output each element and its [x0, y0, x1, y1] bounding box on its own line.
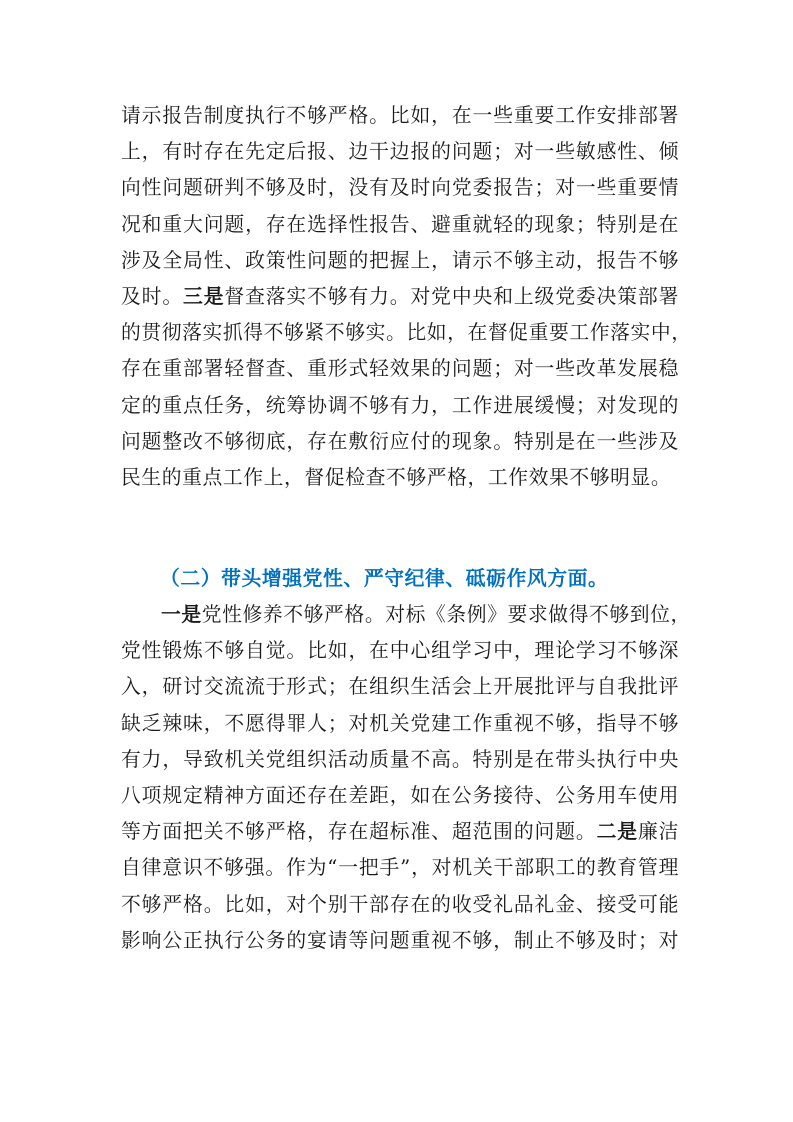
- text-run: 党性修养不够严格。对标《条例》要求做得不够到位，: [201, 603, 691, 626]
- text-line: 影响公正执行公务的宴请等问题重视不够，制止不够及时；对: [121, 928, 679, 952]
- text-line: 向性问题研判不够及时，没有及时向党委报告；对一些重要情: [121, 176, 679, 200]
- text-line: 问题整改不够彻底，存在敷衍应付的现象。特别是在一些涉及: [121, 429, 679, 453]
- paragraph-2: [121, 597, 691, 959]
- text-line: 不够严格。比如，对个别干部存在的收受礼品礼金、接受可能: [121, 892, 679, 916]
- emphasis-label: 一是: [161, 603, 202, 626]
- text-run: 督查落实不够有力。对党中央和上级党委决策部署: [224, 284, 679, 308]
- paragraph-1: [121, 98, 692, 496]
- text-line: 民生的重点工作上，督促检查不够严格，工作效果不够明显。: [121, 465, 672, 489]
- text-line: 入，研讨交流流于形式；在组织生活会上开展批评与自我批评: [121, 675, 679, 699]
- text-line: 党性锻炼不够自觉。比如，在中心组学习中，理论学习不够深: [121, 639, 679, 663]
- emphasis-label: 三是: [183, 284, 225, 308]
- text-line: [121, 597, 691, 633]
- text-line: [121, 279, 679, 315]
- text-line: 存在重部署轻督查、重形式轻效果的问题；对一些改革发展稳: [121, 357, 679, 381]
- text-line: 有力，导致机关党组织活动质量不高。特别是在带头执行中央: [121, 747, 679, 771]
- text-run: 廉洁: [637, 820, 679, 844]
- text-run: 及时。: [121, 284, 184, 308]
- text-line: 请示报告制度执行不够严格。比如，在一些重要工作安排部署: [121, 104, 679, 127]
- text-line: 况和重大问题，存在选择性报告、避重就轻的现象；特别是在: [121, 212, 679, 236]
- text-run: 等方面把关不够严格，存在超标准、超范围的问题。: [121, 820, 597, 844]
- text-line: 涉及全局性、政策性问题的把握上，请示不够主动，报告不够: [121, 248, 679, 272]
- text-line: [121, 814, 679, 850]
- text-line: 上，有时存在先定后报、边干边报的问题；对一些敏感性、倾: [121, 140, 679, 164]
- text-line: 自律意识不够强。作为“一把手”，对机关干部职工的教育管理: [121, 856, 679, 880]
- section-heading: （二）带头增强党性、严守纪律、砥砺作风方面。: [160, 567, 609, 590]
- text-line: 缺乏辣味，不愿得罪人；对机关党建工作重视不够，指导不够: [121, 711, 679, 735]
- text-line: 定的重点任务，统筹协调不够有力，工作进展缓慢；对发现的: [121, 393, 679, 417]
- text-line: 的贯彻落实抓得不够紧不够实。比如，在督促重要工作落实中，: [121, 321, 692, 345]
- emphasis-label: 二是: [596, 820, 638, 844]
- text-line: 八项规定精神方面还存在差距，如在公务接待、公务用车使用: [121, 783, 679, 807]
